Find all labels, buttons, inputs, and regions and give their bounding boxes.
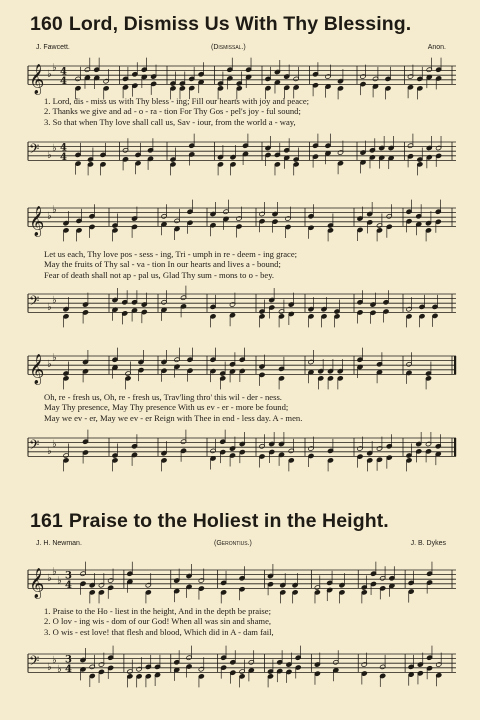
hymn-title: Praise to the Holiest in the Height. xyxy=(68,510,389,532)
final-barline xyxy=(454,356,456,374)
bass-clef-icon: 𝄢 xyxy=(29,437,40,457)
final-barline xyxy=(454,438,456,456)
time-signature: 3 xyxy=(65,570,72,582)
flat-icon: ♭ xyxy=(52,62,57,74)
lyric-line: 3. So that when Thy love shall call us, Sav - iour, from the world a - way, xyxy=(44,116,296,127)
hymn-160-title-line xyxy=(30,13,460,36)
staff-treble xyxy=(20,348,460,388)
hymn-160-header xyxy=(0,13,480,57)
hymn-161-title-line xyxy=(30,510,460,533)
bass-clef-icon: 𝄢 xyxy=(29,293,40,313)
flat-icon: ♭ xyxy=(47,149,52,161)
staff-bass xyxy=(20,430,460,470)
lyric-line: 2. O lov - ing wis - dom of our God! When all was sin and shame, xyxy=(44,616,272,627)
staff-treble xyxy=(20,200,460,240)
staff-treble xyxy=(20,562,460,602)
lyrics-block xyxy=(44,249,454,280)
flat-icon: ♭ xyxy=(47,359,52,371)
flat-icon: ♭ xyxy=(57,575,62,587)
staff-bass xyxy=(20,646,460,686)
bass-clef-icon: 𝄢 xyxy=(29,141,40,161)
treble-clef-icon: 𝄞 xyxy=(29,206,45,237)
lyrics-block xyxy=(44,96,454,127)
lyric-line: 1. Lord, dis - miss us with Thy bless - ing; Fill our hearts with joy and peace; xyxy=(44,96,310,106)
hymn-number: 161 xyxy=(30,510,63,532)
time-signature: 4 xyxy=(65,663,72,675)
treble-clef-icon: 𝄞 xyxy=(29,64,45,95)
lyric-line: 3. O wis - est love! that flesh and blood, Which did in A - dam fail, xyxy=(44,626,274,637)
lyric-line: 1. Praise to the Ho - liest in the height, And in the depth be praise; xyxy=(44,606,271,616)
lyric-line: Oh, re - fresh us, Oh, re - fresh us, Trav'ling thro' this wil - der - ness. xyxy=(44,392,282,402)
flat-icon: ♭ xyxy=(52,352,57,364)
hymn-title: Lord, Dismiss Us With Thy Blessing. xyxy=(68,13,412,35)
hymn-composer: J. B. Dykes xyxy=(410,540,446,547)
time-signature: 4 xyxy=(60,75,67,87)
time-signature: 4 xyxy=(60,66,67,78)
flat-icon: ♭ xyxy=(47,69,52,81)
hymn-number: 160 xyxy=(30,13,63,35)
time-signature: 4 xyxy=(65,579,72,591)
flat-icon: ♭ xyxy=(47,211,52,223)
flat-icon: ♭ xyxy=(52,566,57,578)
hymn-author: J. H. Newman. xyxy=(36,540,82,547)
lyric-line: Let us each, Thy love pos - sess - ing, Tri - umph in re - deem - ing grace; xyxy=(44,249,298,259)
flat-icon: ♭ xyxy=(47,301,52,313)
treble-clef-icon: 𝄞 xyxy=(29,354,45,385)
hymn-tune-name: (Gerontius.) xyxy=(214,540,252,547)
treble-clef-icon: 𝄞 xyxy=(29,568,45,599)
lyrics-block xyxy=(44,606,454,637)
flat-icon: ♭ xyxy=(52,294,57,306)
flat-icon: ♭ xyxy=(57,664,62,676)
flat-icon: ♭ xyxy=(52,204,57,216)
hymn-author: J. Fawcett. xyxy=(36,44,70,51)
staff-bass xyxy=(20,134,460,174)
flat-icon: ♭ xyxy=(52,438,57,450)
lyric-line: 2. Thanks we give and ad - o - ra - tion For Thy Gos - pel's joy - ful sound; xyxy=(44,106,301,117)
time-signature: 3 xyxy=(65,654,72,666)
hymn-tune-name: (Dismissal.) xyxy=(211,44,246,51)
hymn-161-header xyxy=(0,510,480,554)
lyric-line: May we ev - er, May we ev - er Reign with Thee in end - less day. A - men. xyxy=(44,412,303,423)
staff-bass xyxy=(20,286,460,326)
flat-icon: ♭ xyxy=(47,661,52,673)
hymn-composer: Anon. xyxy=(427,44,446,51)
bass-clef-icon: 𝄢 xyxy=(29,653,40,673)
flat-icon: ♭ xyxy=(47,573,52,585)
flat-icon: ♭ xyxy=(52,654,57,666)
time-signature: 4 xyxy=(60,151,67,163)
lyric-line: May Thy presence, May Thy presence With us ev - er - more be found; xyxy=(44,402,289,413)
flat-icon: ♭ xyxy=(47,445,52,457)
lyric-line: Fear of death shall not ap - pal us, Glad Thy sum - mons to o - bey. xyxy=(44,269,275,280)
lyric-line: May the fruits of Thy sal - va - tion In our hearts and lives a - bound; xyxy=(44,259,281,270)
time-signature: 4 xyxy=(60,142,67,154)
flat-icon: ♭ xyxy=(52,142,57,154)
lyrics-block xyxy=(44,392,454,423)
staff-treble xyxy=(20,58,460,98)
